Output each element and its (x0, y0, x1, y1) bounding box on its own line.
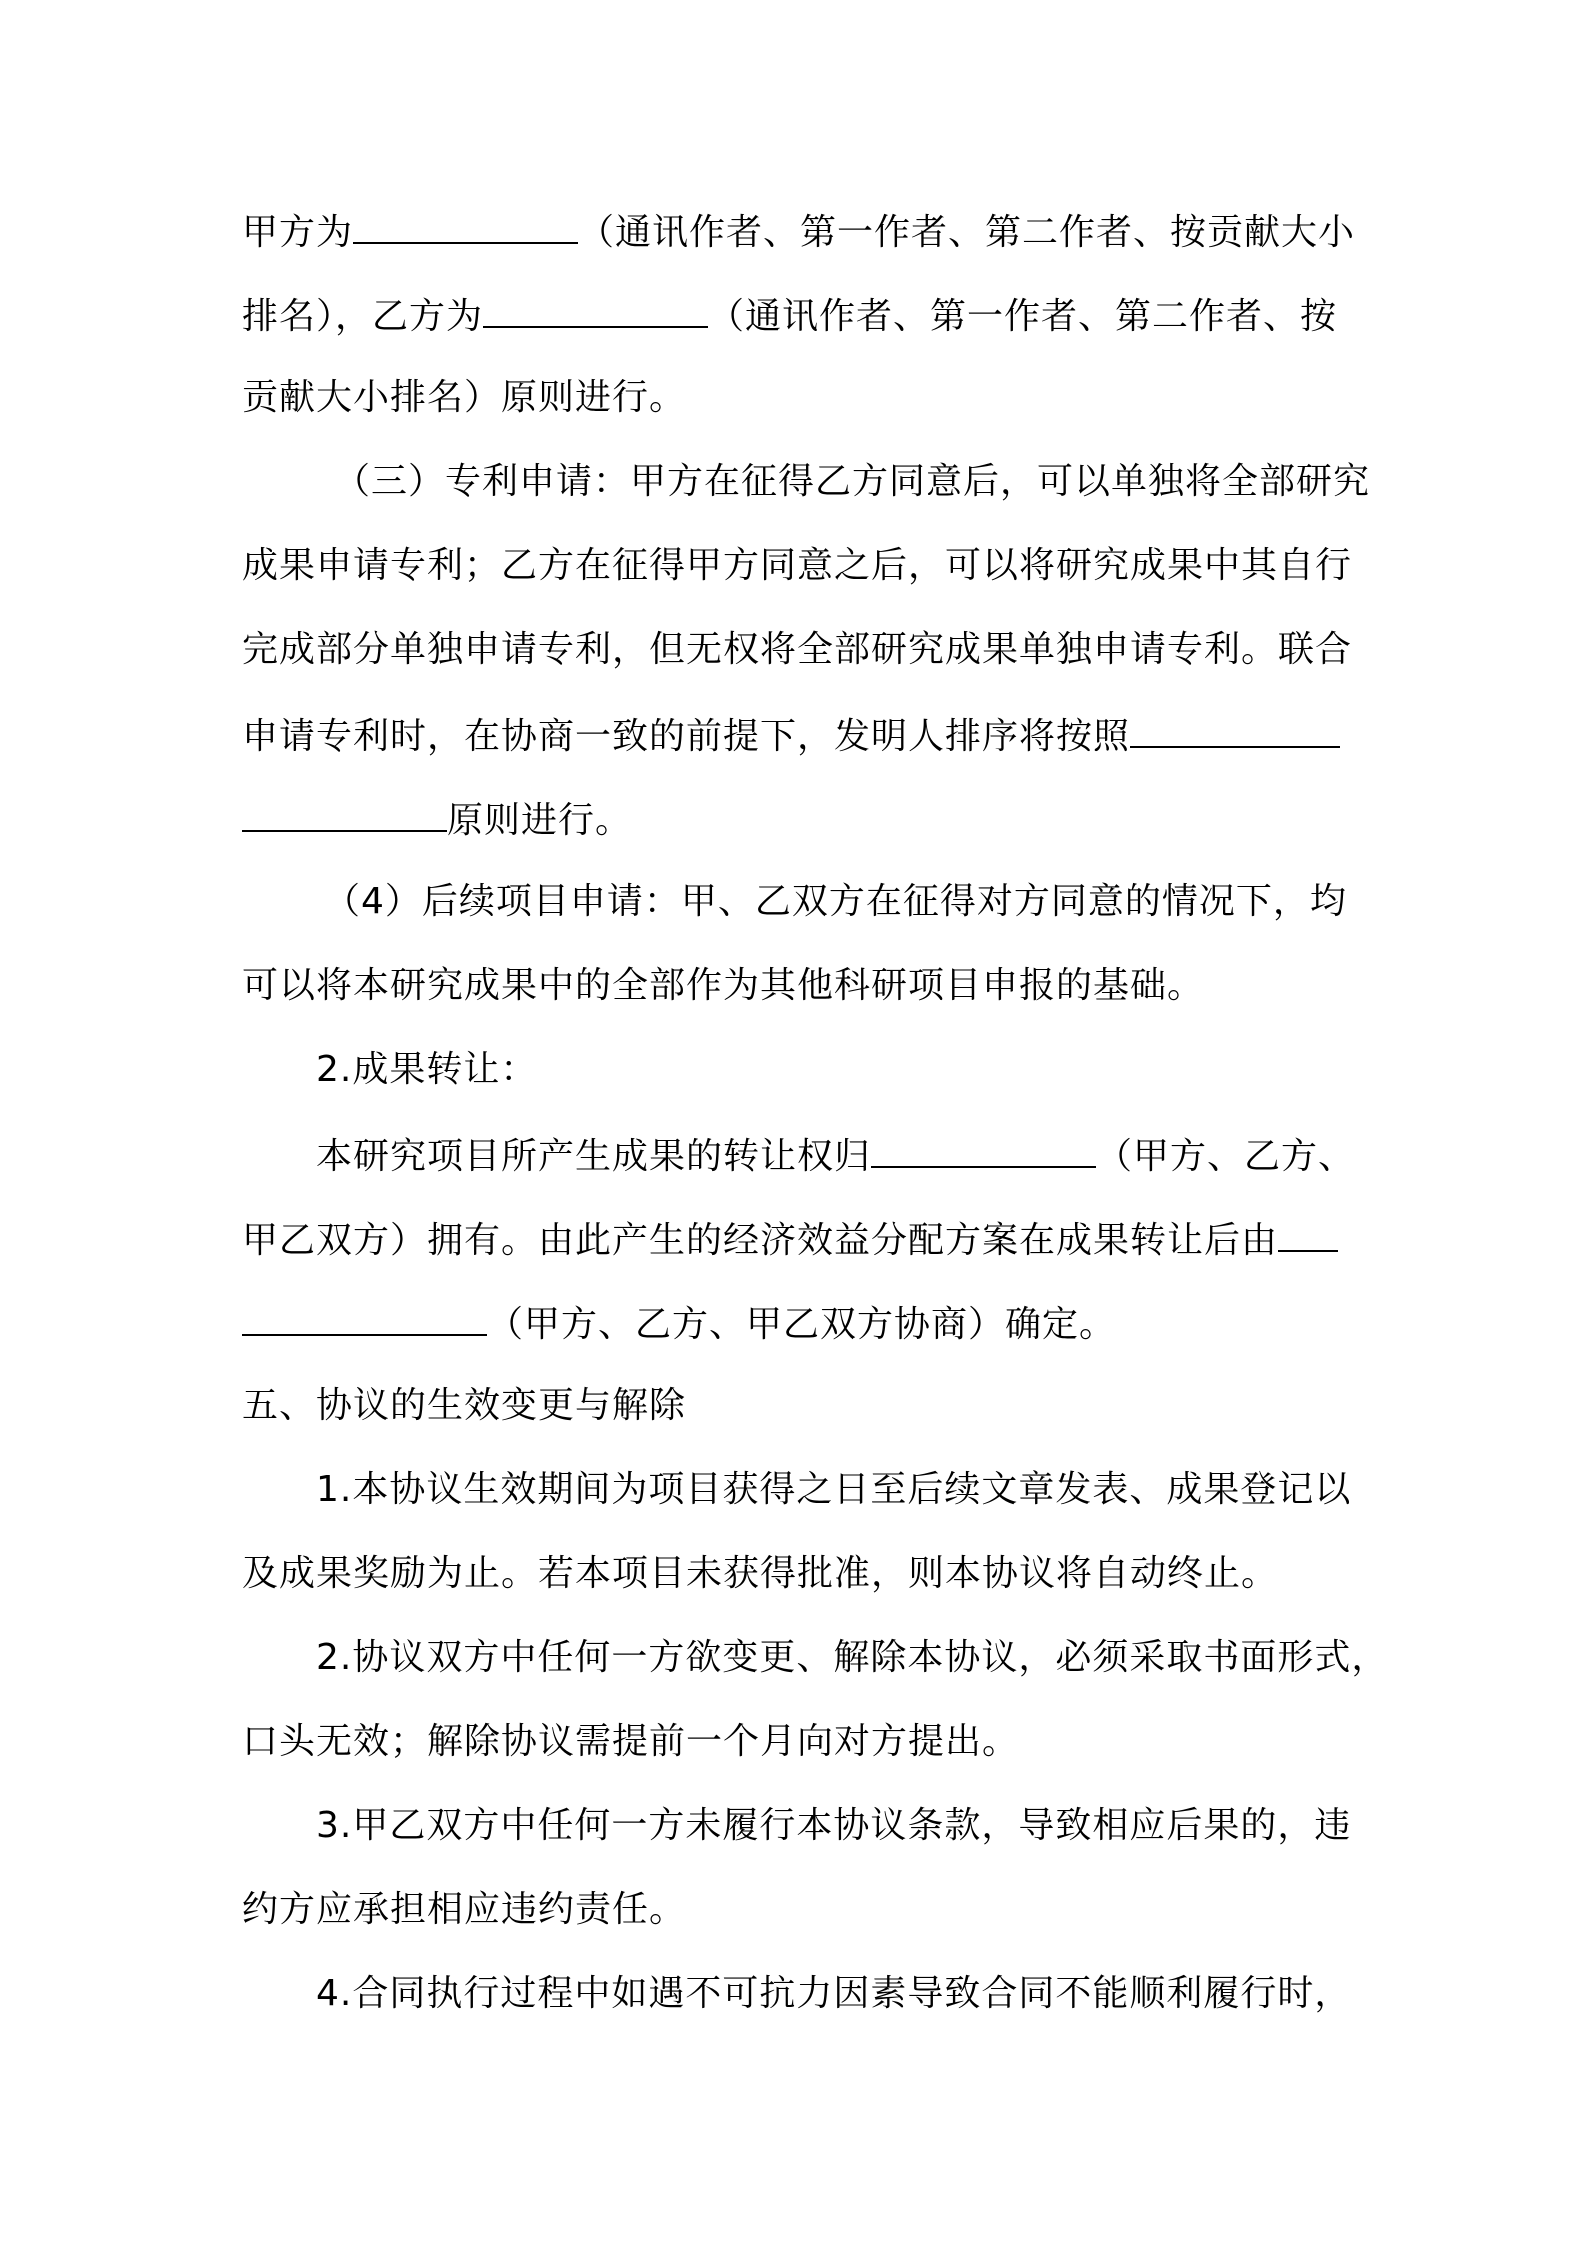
line-20-text: 3.甲乙双方中任何一方未履行本协议条款，导致相应后果的，违 (316, 1805, 1352, 1846)
paragraph-line-14 (242, 1300, 1116, 1347)
paragraph-line-7 (242, 712, 1340, 759)
line-22-text: 4.合同执行过程中如遇不可抗力因素导致合同不能顺利履行时， (316, 1973, 1352, 2014)
line-12-text-before: 本研究项目所产生成果的转让权归 (316, 1136, 872, 1177)
fill-in-blank-party-b-role[interactable] (483, 292, 708, 328)
line-21-text: 约方应承担相应违约责任。 (242, 1889, 687, 1930)
line-3-text: 贡献大小排名）原则进行。 (242, 377, 687, 418)
fill-in-blank-inventor-order-2[interactable] (242, 796, 447, 832)
line-8-text-after: 原则进行。 (447, 800, 633, 841)
line-4-text: （三）专利申请：甲方在征得乙方同意后，可以单独将全部研究 (334, 461, 1371, 502)
paragraph-line-8 (242, 796, 632, 843)
line-18-text: 2.协议双方中任何一方欲变更、解除本协议，必须采取书面形式， (316, 1637, 1389, 1678)
line-6-text: 完成部分单独申请专利，但无权将全部研究成果单独申请专利。联合 (242, 629, 1353, 670)
line-12-text-after: （甲方、乙方、 (1096, 1136, 1356, 1177)
line-2-text-after: （通讯作者、第一作者、第二作者、按 (708, 296, 1338, 337)
line-16-text: 1.本协议生效期间为项目获得之日至后续文章发表、成果登记以 (316, 1469, 1352, 1510)
line-9-text: （4）后续项目申请：甲、乙双方在征得对方同意的情况下，均 (324, 881, 1347, 922)
paragraph-line-13 (242, 1216, 1338, 1263)
fill-in-blank-party-a-role[interactable] (353, 208, 578, 244)
line-1-text-before: 甲方为 (242, 212, 354, 253)
line-13-text: 甲乙双方）拥有。由此产生的经济效益分配方案在成果转让后由 (242, 1220, 1279, 1261)
paragraph-line-17 (242, 1552, 1278, 1596)
paragraph-line-19 (242, 1720, 1019, 1764)
line-17-text: 及成果奖励为止。若本项目未获得批准，则本协议将自动终止。 (242, 1553, 1279, 1594)
fill-in-blank-inventor-order-1[interactable] (1130, 712, 1340, 748)
line-15-text: 五、协议的生效变更与解除 (242, 1385, 687, 1426)
line-14-text-after: （甲方、乙方、甲乙双方协商）确定。 (487, 1304, 1117, 1345)
paragraph-line-4 (334, 460, 1370, 504)
line-2-text-before: 排名），乙方为 (242, 296, 484, 337)
paragraph-line-6 (242, 628, 1352, 672)
line-7-text: 申请专利时，在协商一致的前提下，发明人排序将按照 (242, 716, 1131, 757)
line-10-text: 可以将本研究成果中的全部作为其他科研项目申报的基础。 (242, 965, 1205, 1006)
paragraph-line-3 (242, 376, 686, 420)
paragraph-line-5 (242, 544, 1352, 588)
section-heading-agreement-validity (242, 1384, 686, 1428)
paragraph-line-16 (316, 1468, 1351, 1512)
paragraph-line-22 (316, 1972, 1351, 2016)
line-19-text: 口头无效；解除协议需提前一个月向对方提出。 (242, 1721, 1020, 1762)
paragraph-line-10 (242, 964, 1204, 1008)
fill-in-blank-benefit-plan-1[interactable] (1278, 1216, 1338, 1252)
paragraph-line-21 (242, 1888, 686, 1932)
paragraph-line-1 (242, 208, 1355, 255)
section-heading-result-transfer (316, 1048, 537, 1092)
fill-in-blank-benefit-plan-2[interactable] (242, 1300, 487, 1336)
line-1-text-after: （通讯作者、第一作者、第二作者、按贡献大小 (578, 212, 1356, 253)
line-11-text: 2.成果转让： (316, 1049, 538, 1090)
paragraph-line-20 (316, 1804, 1351, 1848)
paragraph-line-2 (242, 292, 1337, 339)
fill-in-blank-transfer-right-owner[interactable] (871, 1132, 1096, 1168)
paragraph-line-12 (316, 1132, 1355, 1179)
paragraph-line-18 (316, 1636, 1388, 1680)
line-5-text: 成果申请专利；乙方在征得甲方同意之后，可以将研究成果中其自行 (242, 545, 1353, 586)
paragraph-line-9 (324, 880, 1347, 924)
